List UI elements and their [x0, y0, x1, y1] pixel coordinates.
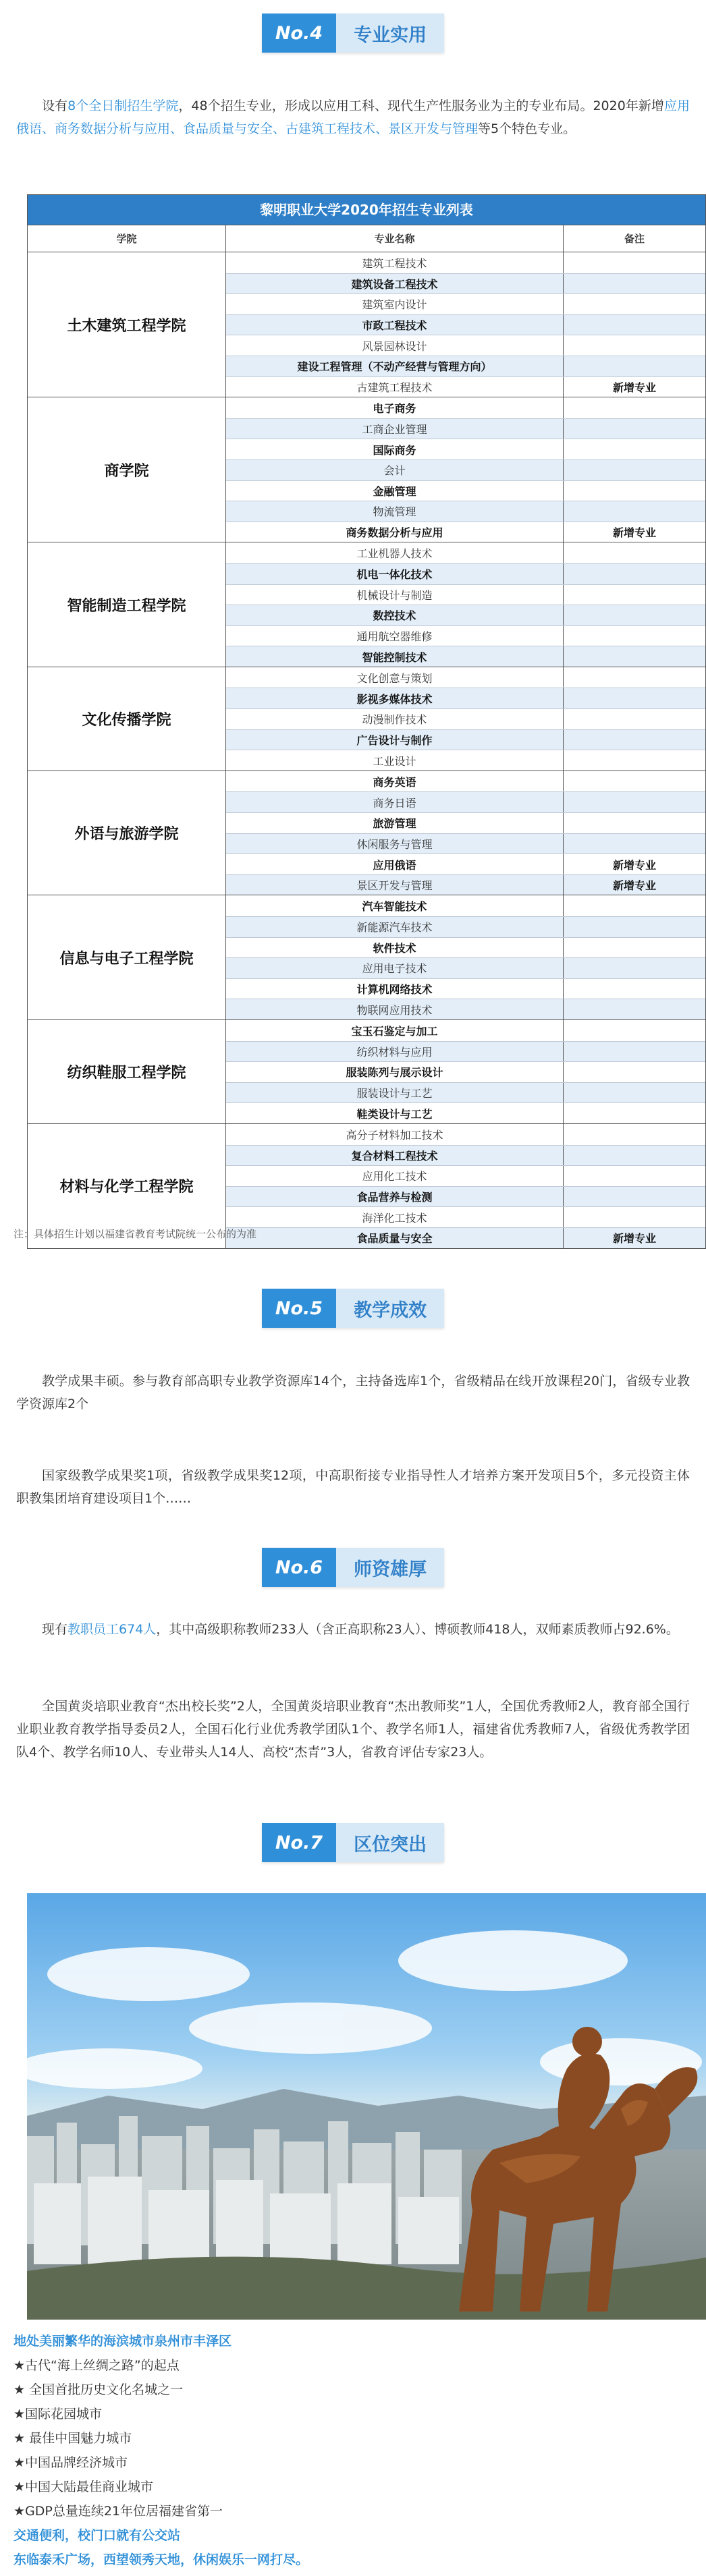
college-group — [28, 397, 705, 542]
college-name: 文化传播学院 — [28, 667, 226, 771]
table-row — [226, 335, 705, 356]
major-remark — [564, 750, 705, 771]
intro-text-c: 等5个特色专业。 — [478, 121, 576, 136]
major-name: 文化创意与策划 — [226, 667, 564, 688]
table-row — [226, 708, 705, 729]
location-line: 东临泰禾广场，西望领秀天地，休闲娱乐一网打尽。 — [13, 2552, 309, 2567]
table-row — [226, 729, 705, 750]
major-remark — [564, 792, 705, 812]
table-row — [226, 376, 705, 397]
major-name: 汽车智能技术 — [226, 895, 564, 916]
major-name: 通用航空器维修 — [226, 626, 564, 646]
section7-title: 区位突出 — [336, 1823, 444, 1862]
major-name: 机电一体化技术 — [226, 564, 564, 584]
section7-header — [0, 1823, 706, 1862]
location-list — [0, 2329, 706, 2572]
major-remark — [564, 294, 705, 314]
major-remark — [564, 688, 705, 708]
major-remark: 新增专业 — [564, 1228, 705, 1248]
table-row — [226, 397, 705, 418]
table-row — [226, 480, 705, 501]
college-name: 外语与旅游学院 — [28, 771, 226, 895]
major-remark — [564, 252, 705, 273]
table-row — [226, 1041, 705, 1062]
major-name: 计算机网络技术 — [226, 979, 564, 999]
major-name: 服装设计与工艺 — [226, 1083, 564, 1103]
college-name: 商学院 — [28, 397, 226, 542]
college-name: 材料与化学工程学院 — [28, 1124, 226, 1248]
section5-header — [0, 1289, 706, 1328]
major-name: 宝玉石鉴定与加工 — [226, 1020, 564, 1041]
header-college: 学院 — [28, 225, 226, 252]
table-row — [226, 293, 705, 314]
location-line: ★ 全国首批历史文化名城之一 — [13, 2382, 184, 2397]
section7-number: No.7 — [262, 1823, 336, 1862]
table-row — [226, 688, 705, 708]
table-row — [226, 501, 705, 522]
major-remark — [564, 564, 705, 584]
major-remark — [564, 1187, 705, 1207]
major-name: 国际商务 — [226, 439, 564, 459]
college-name: 信息与电子工程学院 — [28, 895, 226, 1019]
table-row — [226, 791, 705, 812]
table-row — [226, 916, 705, 937]
staff-highlight: 教职员工674人 — [67, 1622, 157, 1637]
table-row — [226, 1061, 705, 1082]
table-note: 注：具体招生计划以福建省教育考试院统一公布的为准 — [13, 1228, 257, 1240]
table-row — [226, 252, 705, 273]
major-name: 风景园林设计 — [226, 335, 564, 356]
section7-badge — [262, 1823, 444, 1862]
major-name: 景区开发与管理 — [226, 875, 564, 895]
table-row — [226, 646, 705, 667]
major-name: 纺织材料与应用 — [226, 1042, 564, 1062]
major-name: 动漫制作技术 — [226, 709, 564, 729]
major-name: 软件技术 — [226, 938, 564, 958]
table-row — [226, 1165, 705, 1186]
table-row — [226, 1227, 705, 1248]
location-line: 交通便利，校门口就有公交站 — [13, 2528, 181, 2543]
major-name: 建筑室内设计 — [226, 294, 564, 314]
location-line: ★ 最佳中国魅力城市 — [13, 2431, 132, 2446]
major-name: 会计 — [226, 460, 564, 480]
location-line: ★中国品牌经济城市 — [13, 2455, 128, 2470]
major-remark: 新增专业 — [612, 381, 656, 394]
major-remark — [564, 938, 705, 958]
section4-title: 专业实用 — [336, 13, 444, 53]
table-row — [226, 605, 705, 625]
intro-highlight-majors: 应用俄语、商务数据分析与应用、食品质量与安全、古建筑工程技术、景区开发与管理 — [16, 99, 690, 136]
major-name: 商务英语 — [226, 771, 564, 792]
major-remark: 新增专业 — [612, 526, 656, 540]
table-row — [226, 771, 705, 792]
major-remark — [564, 1020, 705, 1041]
major-name: 海洋化工技术 — [226, 1207, 564, 1227]
section6-title: 师资雄厚 — [336, 1548, 444, 1587]
major-remark — [564, 1146, 705, 1166]
major-name: 食品营养与检测 — [226, 1187, 564, 1207]
location-line: ★国际花园城市 — [13, 2407, 103, 2421]
section6-badge — [262, 1548, 444, 1587]
major-remark — [564, 999, 705, 1019]
table-row — [226, 957, 705, 978]
table-row — [226, 937, 705, 958]
table-row — [226, 542, 705, 563]
major-name: 商务日语 — [226, 792, 564, 812]
section6-paragraph-2: 全国黄炎培职业教育“杰出校长奖”2人，全国黄炎培职业教育“杰出教师奖”1人，全国优秀教师2人，教育部全国行业职业教育教学指导委员2人，全国石化行业优秀教学团队1个、教学名师1人，福建省优秀教师7人，省级优秀教学团队4个、教学名师10人、专业带头人14人、高校“杰青”3人，省教育评估专家23人。 — [16, 1699, 690, 1760]
section4-number: No.4 — [262, 13, 336, 53]
section5-title: 教学成效 — [336, 1289, 444, 1328]
table-row — [226, 1102, 705, 1123]
major-remark — [564, 979, 705, 999]
table-row — [226, 314, 705, 335]
major-name: 高分子材料加工技术 — [226, 1124, 564, 1145]
table-row — [226, 667, 705, 688]
major-remark — [564, 481, 705, 501]
major-remark — [564, 335, 705, 356]
table-row — [226, 978, 705, 999]
staff-text-a: 现有 — [42, 1622, 68, 1637]
college-name: 智能制造工程学院 — [28, 542, 226, 667]
major-name: 应用俄语 — [226, 854, 564, 874]
city-statue-illustration — [27, 1893, 706, 2320]
table-row — [226, 750, 705, 771]
location-line: ★古代“海上丝绸之路”的起点 — [13, 2358, 180, 2373]
section6-number: No.6 — [262, 1548, 336, 1587]
table-row — [226, 625, 705, 646]
major-name: 商务数据分析与应用 — [226, 522, 564, 542]
table-row — [226, 1082, 705, 1103]
location-line: ★中国大陆最佳商业城市 — [13, 2480, 154, 2494]
college-name: 土木建筑工程学院 — [28, 252, 226, 397]
table-row — [226, 1186, 705, 1207]
major-name: 建设工程管理（不动产经营与管理方向） — [226, 356, 564, 376]
major-remark — [564, 542, 705, 563]
table-row — [226, 895, 705, 916]
section6-paragraph-1 — [0, 1618, 706, 1641]
table-row — [226, 1206, 705, 1227]
location-line: ★GDP总量连续21年位居福建省第一 — [13, 2504, 223, 2519]
major-name: 数控技术 — [226, 605, 564, 625]
table-header — [28, 225, 705, 252]
major-name: 服装陈列与展示设计 — [226, 1062, 564, 1082]
major-remark — [564, 917, 705, 937]
table-row — [226, 999, 705, 1019]
section6-header — [0, 1548, 706, 1587]
major-remark — [564, 501, 705, 522]
table-row — [226, 584, 705, 605]
major-name: 物流管理 — [226, 501, 564, 522]
major-remark — [564, 419, 705, 439]
major-remark — [564, 730, 705, 750]
section4-intro — [0, 94, 706, 140]
major-remark — [564, 1166, 705, 1186]
intro-text-b: ，48个招生专业，形成以应用工科、现代生产性服务业为主的专业布局。2020年新增 — [178, 99, 664, 113]
city-statue-photo — [27, 1893, 706, 2320]
major-name: 古建筑工程技术 — [226, 377, 564, 397]
major-remark — [564, 274, 705, 294]
major-remark — [564, 709, 705, 729]
table-row — [226, 853, 705, 874]
college-name: 纺织鞋服工程学院 — [28, 1020, 226, 1123]
major-remark — [564, 834, 705, 854]
college-group — [28, 252, 705, 397]
major-remark — [564, 585, 705, 605]
major-remark — [564, 605, 705, 625]
major-remark — [564, 439, 705, 459]
major-remark — [564, 1062, 705, 1082]
college-group — [28, 771, 705, 895]
college-group — [28, 1019, 705, 1123]
major-name: 物联网应用技术 — [226, 999, 564, 1019]
major-name: 工业机器人技术 — [226, 542, 564, 563]
table-row — [226, 439, 705, 459]
major-remark — [564, 460, 705, 480]
major-name: 应用化工技术 — [226, 1166, 564, 1186]
section4-header — [0, 13, 706, 53]
section5-paragraph-2: 国家级教学成果奖1项，省级教学成果奖12项，中高职衔接专业指导性人才培养方案开发项目5个，多元投资主体职教集团培育建设项目1个…… — [16, 1468, 690, 1506]
major-name: 工业设计 — [226, 750, 564, 771]
major-name: 鞋类设计与工艺 — [226, 1103, 564, 1123]
table-row — [226, 459, 705, 480]
major-name: 新能源汽车技术 — [226, 917, 564, 937]
college-group — [28, 667, 705, 771]
table-row — [226, 874, 705, 895]
section5-badge — [262, 1289, 444, 1328]
major-name: 工商企业管理 — [226, 419, 564, 439]
table-row — [226, 1124, 705, 1145]
table-row — [226, 522, 705, 542]
table-row — [226, 273, 705, 294]
intro-highlight-colleges: 8个全日制招生学院 — [67, 99, 179, 113]
major-name: 复合材料工程技术 — [226, 1146, 564, 1166]
major-name: 智能控制技术 — [226, 646, 564, 667]
table-title: 黎明职业大学2020年招生专业列表 — [28, 195, 705, 225]
major-remark: 新增专业 — [612, 858, 656, 872]
location-line: 地处美丽繁华的海滨城市泉州市丰泽区 — [13, 2334, 232, 2349]
table-row — [226, 812, 705, 833]
major-remark — [564, 1207, 705, 1227]
section4-badge — [262, 13, 444, 53]
major-name: 应用电子技术 — [226, 958, 564, 978]
major-remark — [564, 1103, 705, 1123]
major-name: 电子商务 — [226, 397, 564, 418]
table-row — [226, 356, 705, 376]
major-remark — [564, 771, 705, 792]
major-name: 机械设计与制造 — [226, 585, 564, 605]
major-remark — [564, 958, 705, 978]
staff-text-b: ，其中高级职称教师233人（含正高职称23人）、博硕教师418人，双师素质教师占92.6%。 — [156, 1622, 679, 1637]
major-name: 广告设计与制作 — [226, 730, 564, 750]
major-remark — [564, 646, 705, 667]
major-remark — [564, 1083, 705, 1103]
section5-paragraph-1: 教学成果丰硕。参与教育部高职专业教学资源库14个，主持备选库1个，省级精品在线开放课程20门，省级专业教学资源库2个 — [16, 1374, 690, 1411]
major-name: 建筑设备工程技术 — [226, 274, 564, 294]
major-remark — [564, 1042, 705, 1062]
major-remark — [564, 895, 705, 916]
major-remark: 新增专业 — [564, 875, 705, 895]
table-row — [226, 1145, 705, 1166]
intro-text-a: 设有 — [42, 99, 68, 113]
college-group — [28, 895, 705, 1019]
major-name: 食品质量与安全 — [226, 1228, 564, 1248]
major-name: 市政工程技术 — [226, 315, 564, 335]
major-name: 金融管理 — [226, 481, 564, 501]
major-name: 休闲服务与管理 — [226, 834, 564, 854]
header-remark: 备注 — [624, 233, 645, 245]
table-row — [226, 418, 705, 439]
major-name: 建筑工程技术 — [226, 252, 564, 273]
table-row — [226, 563, 705, 584]
major-remark — [564, 626, 705, 646]
major-remark — [564, 315, 705, 335]
major-remark — [564, 1124, 705, 1145]
table-body — [28, 252, 705, 1248]
major-name: 旅游管理 — [226, 813, 564, 833]
major-remark — [564, 667, 705, 688]
table-row — [226, 833, 705, 854]
major-name: 影视多媒体技术 — [226, 688, 564, 708]
college-group — [28, 542, 705, 667]
majors-table — [27, 194, 706, 1249]
section5-number: No.5 — [262, 1289, 336, 1328]
table-row — [226, 1020, 705, 1041]
major-remark — [564, 356, 705, 376]
header-major: 专业名称 — [226, 225, 564, 252]
major-remark — [564, 813, 705, 833]
major-remark — [564, 397, 705, 418]
